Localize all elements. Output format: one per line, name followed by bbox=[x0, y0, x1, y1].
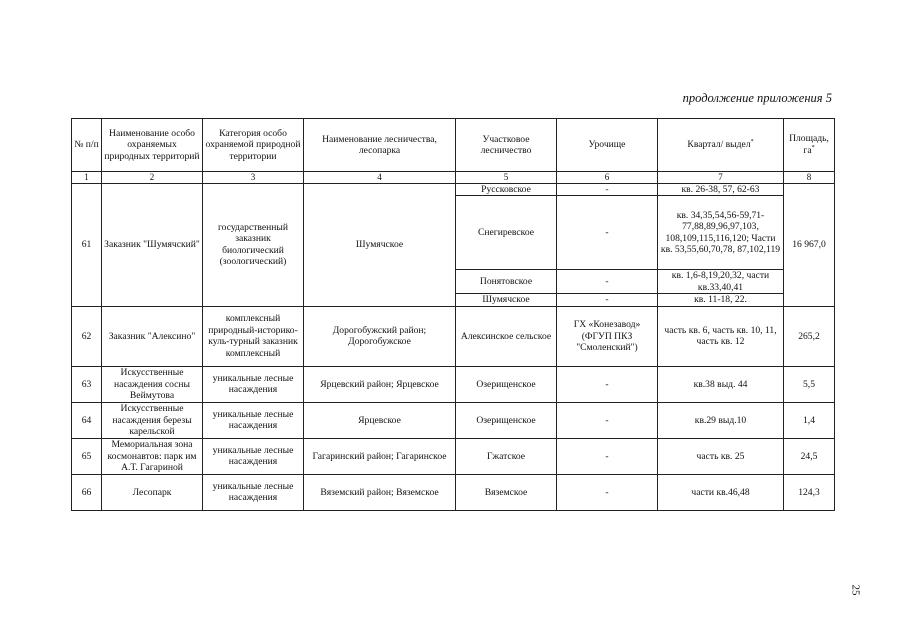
cell-name: Искусственные насаждения сосны Веймутова bbox=[102, 366, 203, 402]
cell-area: 16 967,0 bbox=[784, 183, 835, 306]
cell-tract: - bbox=[557, 294, 658, 307]
cell-tract: - bbox=[557, 270, 658, 294]
cell-district: Алексинское сельское bbox=[456, 306, 557, 366]
cell-area: 1,4 bbox=[784, 402, 835, 438]
cell-quarter: кв.29 выд.10 bbox=[658, 402, 784, 438]
cell-area: 24,5 bbox=[784, 438, 835, 474]
table-row bbox=[72, 438, 835, 474]
cell-quarter: часть кв. 6, часть кв. 10, 11, часть кв. 12 bbox=[658, 306, 784, 366]
cell-forestry: Ярцевский район; Ярцевское bbox=[304, 366, 456, 402]
col-number: 4 bbox=[304, 172, 456, 184]
cell-quarter: кв. 26-38, 57, 62-63 bbox=[658, 183, 784, 196]
cell-name: Лесопарк bbox=[102, 474, 203, 510]
header-note: продолжение приложения 5 bbox=[682, 91, 832, 105]
col-header-quarter bbox=[658, 119, 784, 172]
cell-district: Озерищенское bbox=[456, 402, 557, 438]
col-number: 2 bbox=[102, 172, 203, 184]
cell-quarter: кв. 34,35,54,56-59,71-77,88,89,96,97,103, 108,109,115,116,120; Части кв. 53,55,60,70,78, 87,102,119 bbox=[658, 196, 784, 270]
col-number: 7 bbox=[658, 172, 784, 184]
cell-num: 63 bbox=[72, 366, 102, 402]
cell-tract: - bbox=[557, 183, 658, 196]
cell-tract: ГХ «Конезавод» (ФГУП ПКЗ "Смоленский") bbox=[557, 306, 658, 366]
cell-area: 5,5 bbox=[784, 366, 835, 402]
col-header-area-text: Площадь, га bbox=[789, 133, 829, 157]
col-number: 3 bbox=[203, 172, 304, 184]
cell-num: 65 bbox=[72, 438, 102, 474]
cell-district: Гжатское bbox=[456, 438, 557, 474]
col-number: 8 bbox=[784, 172, 835, 184]
cell-tract: - bbox=[557, 196, 658, 270]
cell-quarter: части кв.46,48 bbox=[658, 474, 784, 510]
cell-quarter: кв. 1,6-8,19,20,32, части кв.33,40,41 bbox=[658, 270, 784, 294]
col-header-forestry: Наименование лесничества, лесопарка bbox=[304, 119, 456, 172]
column-number-row bbox=[72, 172, 835, 184]
cell-category: уникальные лесные насаждения bbox=[203, 438, 304, 474]
col-number: 1 bbox=[72, 172, 102, 184]
col-number: 6 bbox=[557, 172, 658, 184]
cell-name: Мемориальная зона космонавтов: парк им А.Т. Гагариной bbox=[102, 438, 203, 474]
col-header-tract: Урочище bbox=[557, 119, 658, 172]
cell-num: 64 bbox=[72, 402, 102, 438]
area-footnote-mark: * bbox=[811, 144, 815, 151]
cell-forestry: Гагаринский район; Гагаринское bbox=[304, 438, 456, 474]
col-header-quarter-text: Квартал/ выдел bbox=[687, 139, 751, 151]
cell-district: Снегиревское bbox=[456, 196, 557, 270]
cell-name: Искусственные насаждения березы карельской bbox=[102, 402, 203, 438]
protected-areas-table bbox=[71, 118, 835, 511]
cell-num: 61 bbox=[72, 183, 102, 306]
col-header-category: Категория особо охраняемой природной территории bbox=[203, 119, 304, 172]
col-header-district: Участковое лесничество bbox=[456, 119, 557, 172]
page-number: 25 bbox=[849, 584, 862, 596]
table-row bbox=[72, 366, 835, 402]
table-row bbox=[72, 306, 835, 366]
header-row bbox=[72, 119, 835, 172]
cell-tract: - bbox=[557, 474, 658, 510]
cell-district: Руссковское bbox=[456, 183, 557, 196]
cell-forestry: Шумячское bbox=[304, 183, 456, 306]
cell-tract: - bbox=[557, 366, 658, 402]
table-row bbox=[72, 183, 835, 196]
col-header-area bbox=[784, 119, 835, 172]
cell-tract: - bbox=[557, 438, 658, 474]
cell-category: комплексный природный-историко-куль-турный заказник комплексный bbox=[203, 306, 304, 366]
cell-area: 124,3 bbox=[784, 474, 835, 510]
cell-forestry: Вяземский район; Вяземское bbox=[304, 474, 456, 510]
cell-category: уникальные лесные насаждения bbox=[203, 366, 304, 402]
cell-forestry: Ярцевское bbox=[304, 402, 456, 438]
cell-quarter: часть кв. 25 bbox=[658, 438, 784, 474]
cell-district: Вяземское bbox=[456, 474, 557, 510]
cell-district: Озерищенское bbox=[456, 366, 557, 402]
col-header-num: № п/п bbox=[72, 119, 102, 172]
cell-name: Заказник "Алексино" bbox=[102, 306, 203, 366]
table-row bbox=[72, 474, 835, 510]
col-header-name: Наименование особо охраняемых природных территорий bbox=[102, 119, 203, 172]
cell-quarter: кв. 11-18, 22. bbox=[658, 294, 784, 307]
cell-area: 265,2 bbox=[784, 306, 835, 366]
cell-district: Понятовское bbox=[456, 270, 557, 294]
cell-district: Шумячское bbox=[456, 294, 557, 307]
cell-num: 66 bbox=[72, 474, 102, 510]
cell-num: 62 bbox=[72, 306, 102, 366]
cell-name: Заказник "Шумячский" bbox=[102, 183, 203, 306]
cell-forestry: Дорогобужский район; Дорогобужское bbox=[304, 306, 456, 366]
cell-quarter: кв.38 выд. 44 bbox=[658, 366, 784, 402]
table-row bbox=[72, 402, 835, 438]
cell-category: уникальные лесные насаждения bbox=[203, 402, 304, 438]
cell-category: государственный заказник биологический (зоологический) bbox=[203, 183, 304, 306]
cell-tract: - bbox=[557, 402, 658, 438]
cell-category: уникальные лесные насаждения bbox=[203, 474, 304, 510]
quarter-footnote-mark: * bbox=[750, 139, 754, 146]
col-number: 5 bbox=[456, 172, 557, 184]
